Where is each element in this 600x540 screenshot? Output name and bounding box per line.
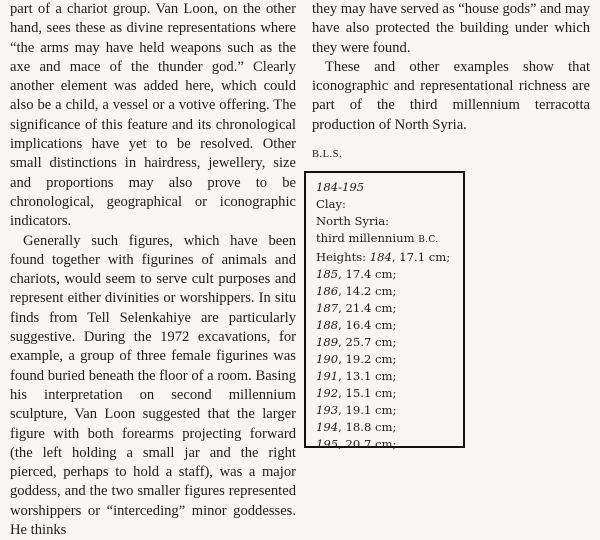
left-paragraph-2: Generally such figures, which have been found together with figurines of animals and chariots, would seem to serve cult purposes and represent either divinities or worshippers. In situ finds from Tell Selenkahiye are particularly suggestive. During the 1972 excavations, for example, a group of three female figurines was found buried beneath the floor of a room. Basing his interpretation on second millennium sculpture, Van Loon suggested that the larger figure with both forearms projecting forward (the left holding a small jar and the right pierced, perhaps to hold a staff), was a major goddess, and the two smaller figures represented worshippers or “interceding” minor goddesses. He thinks [10, 232, 296, 539]
catalog-height-row: 188, 16.4 cm; [316, 318, 397, 332]
right-paragraph-1: they may have served as “house gods” and may have also protected the building under which they were found. [312, 1, 591, 56]
catalog-height-row: 189, 25.7 cm; [316, 335, 397, 349]
author-signature: B.L.S. [312, 149, 343, 161]
catalog-height-row: Heights: 184, 17.1 cm; [316, 250, 451, 264]
catalog-height-row: 192, 15.1 cm; [316, 386, 397, 400]
catalog-height-row: 190, 19.2 cm; [316, 352, 397, 366]
left-paragraph-1: part of a chariot group. Van Loon, on the other hand, sees these as divine representations where “the arms may have held weapons such as the axe and mace of the thunder god.” Clearly another element was added here, which could also be a child, a vessel or a votive offering. The significance of this feature and its chronological implications have yet to be resolved. Other small distinctions in hairdress, jewellery, size and proportions may also prove to be chronological, geographical or iconographic indicators. [10, 1, 296, 230]
catalog-material: Clay: [316, 197, 346, 211]
catalog-height-row: 186, 14.2 cm; [316, 284, 397, 298]
catalog-height-row: 191, 13.1 cm; [316, 369, 397, 383]
catalog-height-row: 193, 19.1 cm; [316, 403, 397, 417]
catalog-provenance: North Syria: [316, 214, 390, 228]
catalog-height-row: 195, 20.7 cm; [316, 437, 397, 451]
catalog-entry-box [304, 171, 465, 451]
catalog-height-row: 185, 17.4 cm; [316, 267, 397, 281]
catalog-date: third millennium B.C. [316, 231, 439, 245]
catalog-height-row: 194, 18.8 cm; [316, 420, 397, 434]
catalog-range: 184-195 [316, 180, 365, 194]
right-text-column [312, 0, 590, 164]
catalog-height-row: 187, 21.4 cm; [316, 301, 397, 315]
right-paragraph-2: These and other examples show that iconographic and representational richness are part of the third millennium terracotta production of North Syria. [312, 58, 590, 133]
left-text-column [10, 0, 296, 540]
